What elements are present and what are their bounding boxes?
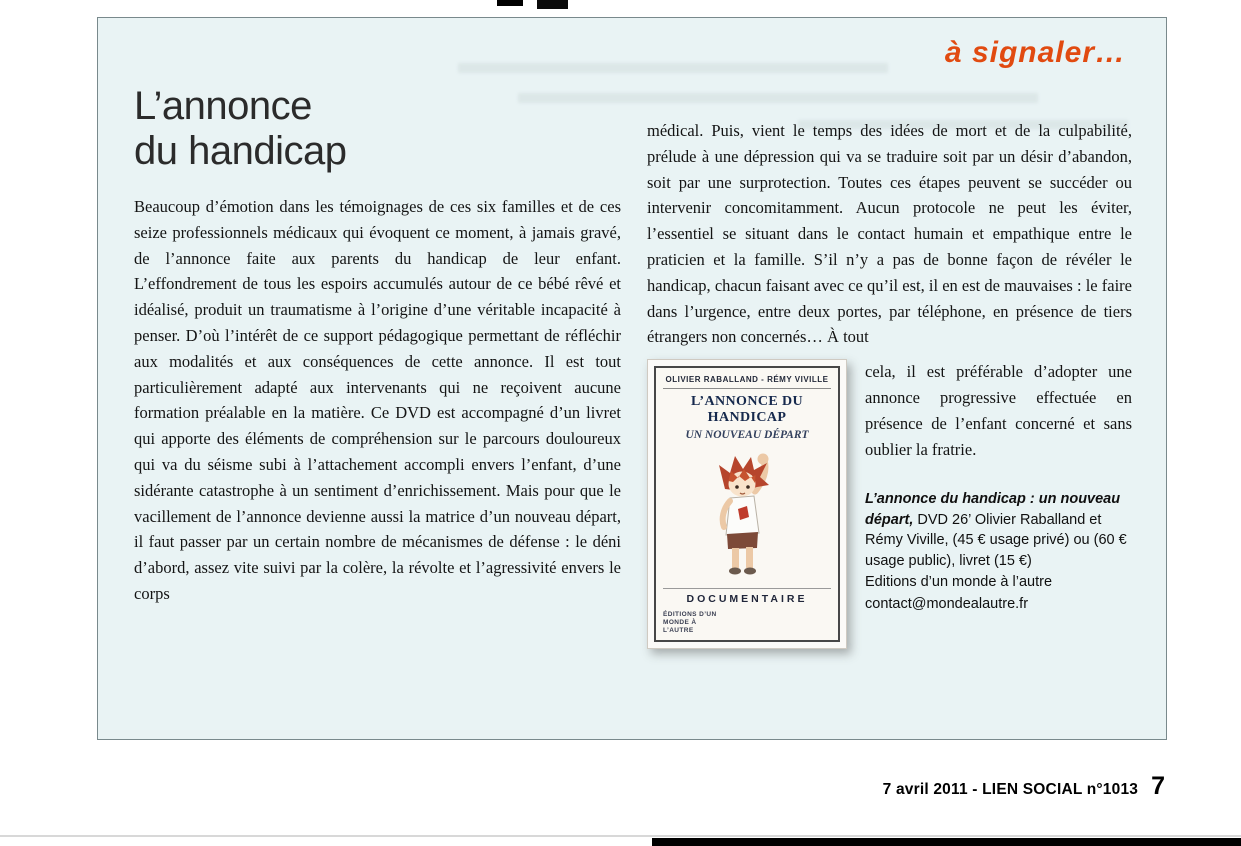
dvd-section — [647, 359, 1132, 649]
dvd-side-column — [865, 359, 1132, 649]
dvd-caption — [865, 489, 1132, 614]
scan-mark — [537, 0, 568, 9]
article-panel — [97, 17, 1167, 740]
dvd-cover-photo — [647, 359, 847, 649]
caption-details: DVD 26’ Olivier Raballand et Rémy Viville, (45 € usage privé) ou (60 € usage public), livret (15 €) — [865, 511, 1127, 569]
footer-issue-info: 7 avril 2011 - LIEN SOCIAL n°1013 — [882, 781, 1139, 798]
scan-bar — [652, 838, 1241, 846]
right-column-text: médical. Puis, vient le temps des idées de mort et de la culpabilité, prélude à une dépression qui va se traduire soit par un désir d’abandon, soit par une surprotection. Toutes ces étapes peuvent se succéder ou intervenir concomitamment. Aucun protocole ne peut les éviter, l’essentiel se situant dans le contact humain et empathique entre le praticien et la famille. S’il n’y a pas de bonne façon de révéler le handicap, chacun faisant avec ce qu’il est, il en est de mauvaises : le faire dans l’urgence, entre deux portes, par téléphone, en présence de tiers étrangers non concernés… À tout — [647, 121, 1132, 347]
dvd-cover-art — [663, 444, 831, 585]
scan-mark — [497, 0, 523, 6]
article-columns — [134, 84, 1132, 649]
article-title-line1: L’annonce — [134, 84, 312, 128]
scan-bleed-artifact — [458, 63, 888, 73]
section-label: à signaler… — [944, 36, 1126, 69]
footer — [883, 772, 1165, 801]
dvd-cover — [654, 366, 840, 642]
dvd-cover-subtitle: UN NOUVEAU DÉPART — [685, 429, 809, 442]
article-title-line2: du handicap — [134, 129, 347, 173]
page-number: 7 — [1151, 772, 1165, 800]
wrap-text: cela, il est préférable d’adopter une annonce progressive effectuée en présence de l’enfant concerné et sans oublier la fratrie. — [865, 362, 1132, 459]
right-column — [647, 84, 1132, 649]
contact-email: contact@mondealautre.fr — [865, 595, 1029, 612]
child-illustration — [697, 451, 797, 579]
scan-edge-line — [0, 835, 1241, 837]
article-title — [134, 84, 621, 174]
dvd-cover-authors: OLIVIER RABALLAND - RÉMY VIVILLE — [663, 375, 831, 389]
left-column-text: Beaucoup d’émotion dans les témoignages de ces six familles et de ces seize professionnels médicaux qui évoquent ce moment, à jamais gravé, de l’annonce faite aux parents du handicap de leur enfant. L’effondrement de tous les espoirs accumulés autour de ce bébé rêvé et idéalisé, produit un traumatisme à l’origine d’une véritable incapacité à penser. D’où l’intérêt de ce support pédagogique permettant de réfléchir aux modalités et aux conséquences de cette annonce. Il est tout particulièrement adapté aux intervenants qui ne reçoivent aucune formation préalable en la matière. Ce DVD est accompagné d’un livret qui apporte des éléments de compréhension sur le parcours douloureux qui va du séisme subi à l’attachement accompli envers l’enfant, d’une sidérante catastrophe à un sentiment d’enrichissement. Mais pour que le vacillement de l’annonce devienne aussi la matrice d’un nouveau départ, il faut passer par un certain nombre de mécanismes de défense : le déni d’abord, assez vite suivi par la colère, la révolte et l’agressivité envers le corps — [134, 197, 621, 603]
left-column — [134, 84, 621, 649]
caption-lead: L’annonce du handicap : un nouveau départ, — [865, 491, 1121, 528]
dvd-cover-title: L’ANNONCE DU HANDICAP — [690, 394, 803, 426]
dvd-publisher-label: ÉDITIONS D’UN MONDE À L’AUTRE — [663, 611, 717, 635]
dvd-genre-label: DOCUMENTAIRE — [663, 588, 831, 608]
caption-publisher: Editions d’un monde à l’autre — [865, 574, 1053, 591]
